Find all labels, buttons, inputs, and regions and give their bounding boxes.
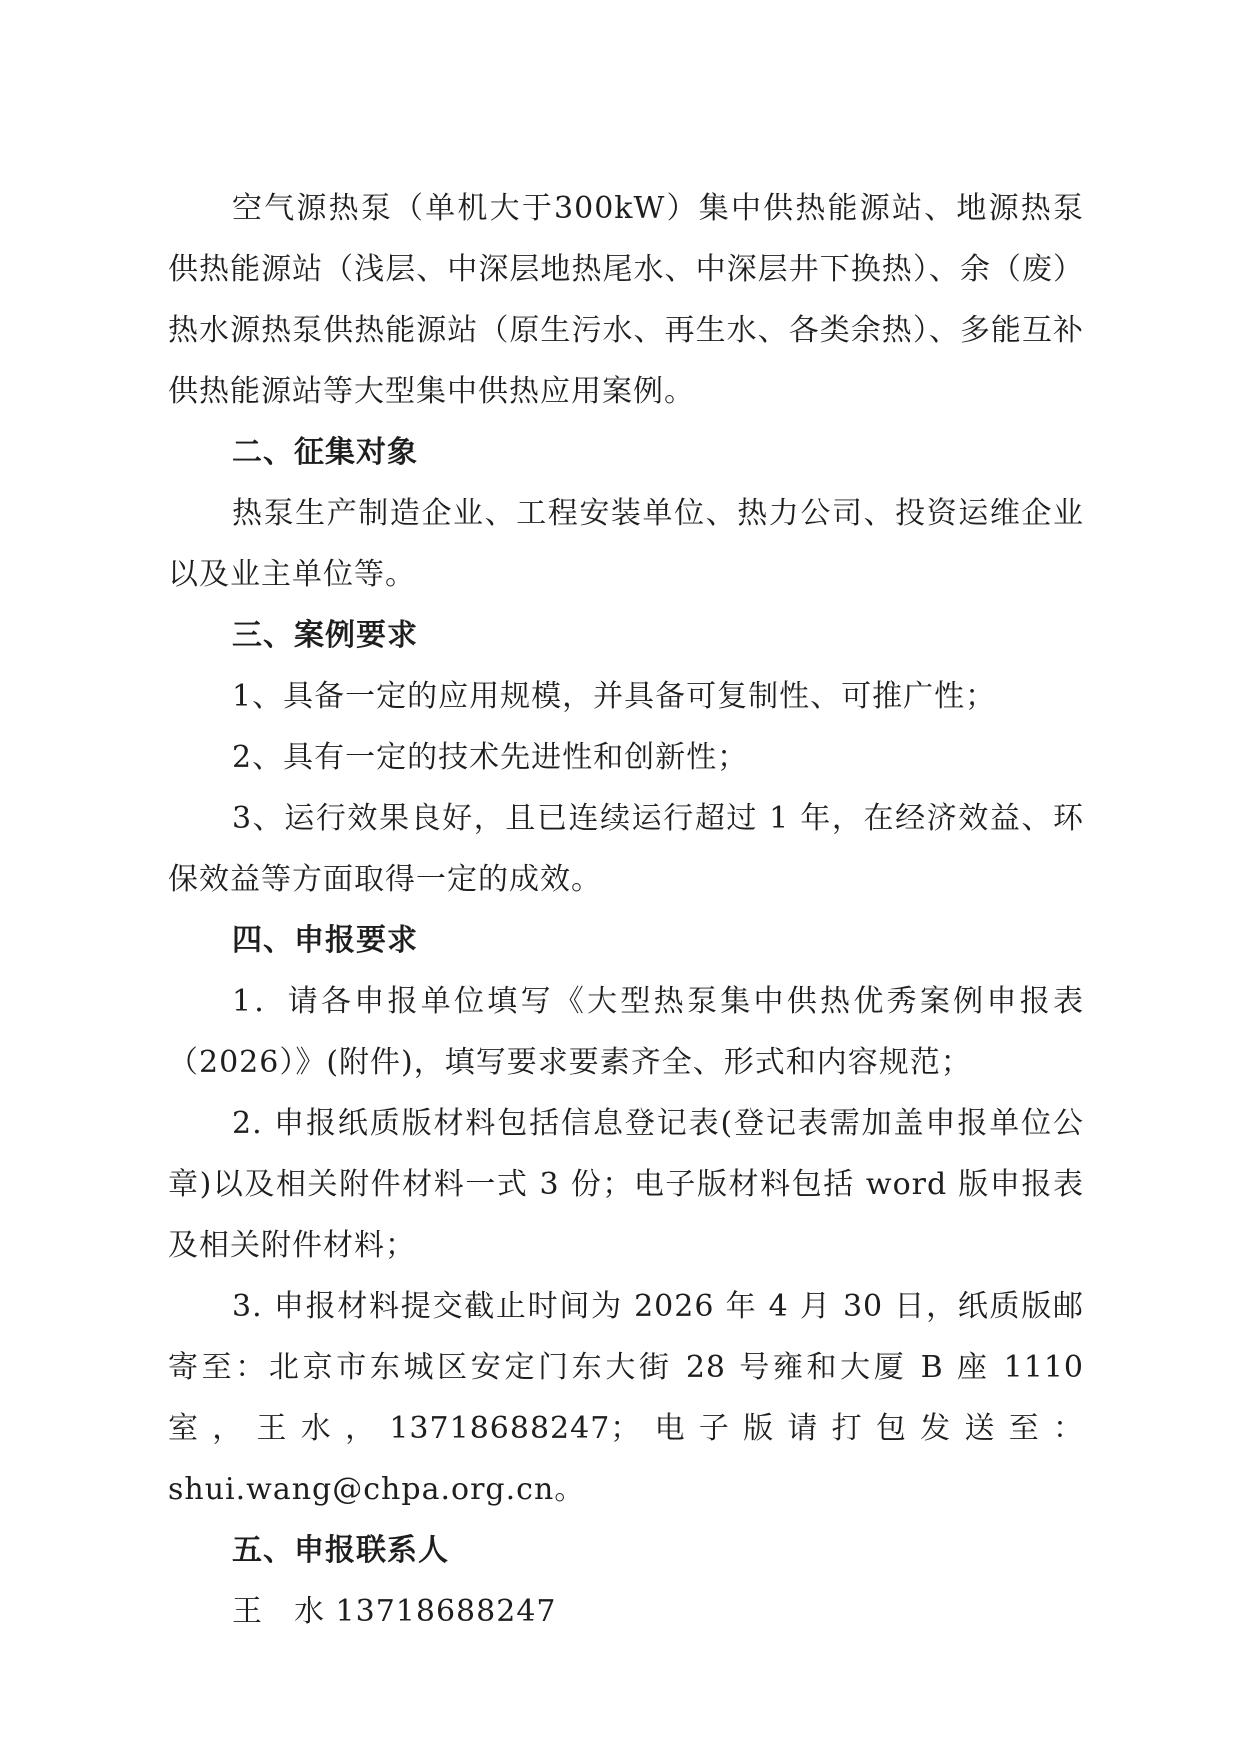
section-heading-contact: 五、申报联系人 [232,1533,449,1568]
section-heading-targets: 二、征集对象 [232,435,418,470]
case-requirement-2: 2、具有一定的技术先进性和创新性； [232,740,749,775]
document-body [168,178,1084,1642]
intro-paragraph: 空气源热泵（单机大于300kW）集中供热能源站、地源热泵供热能源站（浅层、中深层地热尾水、中深层井下换热）、余（废）热水源热泵供热能源站（原生污水、再生水、各类余热）、多能互补供热能源站等大型集中供热应用案例。 [168,191,1084,409]
targets-paragraph: 热泵生产制造企业、工程安装单位、热力公司、投资运维企业以及业主单位等。 [168,496,1084,592]
case-requirement-1: 1、具备一定的应用规模，并具备可复制性、可推广性； [232,679,997,714]
application-requirement-1: 1．请各申报单位填写《大型热泵集中供热优秀案例申报表（2026）》(附件)，填写要求要素齐全、形式和内容规范； [168,984,1084,1080]
section-heading-application-requirements: 四、申报要求 [232,923,418,958]
case-requirement-3: 3、运行效果良好，且已连续运行超过 1 年，在经济效益、环保效益等方面取得一定的成效。 [168,801,1084,897]
section-heading-case-requirements: 三、案例要求 [232,618,418,653]
application-requirement-3: 3. 申报材料提交截止时间为 2026 年 4 月 30 日，纸质版邮寄至：北京市东城区安定门东大街 28 号雍和大厦 B 座 1110 室，王水，13718688247；电子版请打包发送至：shui.wang@chpa.org.cn。 [168,1289,1084,1507]
contact-line: 王 水 13718688247 [232,1594,557,1629]
application-requirement-2: 2. 申报纸质版材料包括信息登记表(登记表需加盖申报单位公章)以及相关附件材料一式 3 份；电子版材料包括 word 版申报表及相关附件材料； [168,1106,1084,1263]
